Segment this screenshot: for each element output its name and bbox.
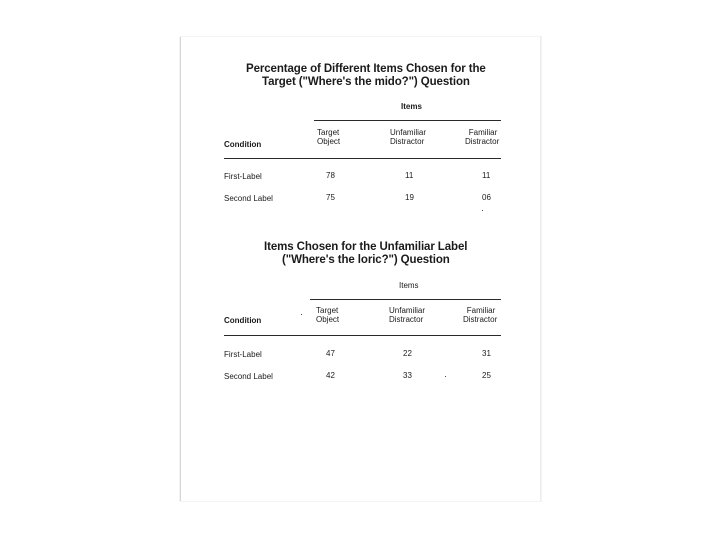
table1-cell: 78 [326,171,335,180]
table2-row-label: Second Label [224,372,273,381]
table2-cell: 33 [403,371,412,380]
table2-col-familiar-distractor: Familiar Distractor [463,306,498,324]
table2-row-label: First-Label [224,350,262,359]
table1-cell: 19 [405,193,414,202]
table2-items-rule [310,299,501,300]
table1-cell: 11 [405,171,414,180]
table1-col-familiar-distractor: Familiar Distractor [465,128,500,146]
table2-condition-header: Condition [224,316,262,325]
table1-title-line2: Target ("Where's the mido?") Question [262,76,470,88]
table1-col-unfamiliar-distractor: Unfamiliar Distractor [390,128,427,146]
table2-col-target-object: Target Object [316,306,340,324]
table2-cell: 42 [326,371,335,380]
table2-col-unfamiliar-distractor: Unfamiliar Distractor [389,306,426,324]
table1-title-line1: Percentage of Different Items Chosen for the [246,63,486,75]
table2-header-rule [224,335,501,336]
table1-cell: 11 [482,171,491,180]
table2-title-line1: Items Chosen for the Unfamiliar Label [264,241,468,253]
scan-speck [482,210,483,211]
table2-title-line2: ("Where's the loric?") Question [282,254,450,266]
table2-cell: 31 [482,349,491,358]
table1-header-rule [224,158,501,159]
table1-col-target-object: Target Object [317,128,341,146]
table2-cell: 22 [403,349,412,358]
table1-items-rule [314,120,501,121]
scanned-page [180,37,541,501]
table1-condition-header: Condition [224,140,262,149]
table1-row-label: Second Label [224,194,273,203]
table1-cell: 75 [326,193,335,202]
table1-cell: 06 [482,193,491,202]
scan-speck [301,314,302,315]
table2-cell: 25 [482,371,491,380]
table2-cell: 47 [326,349,335,358]
table1-row-label: First-Label [224,172,262,181]
table2-items-header: Items [399,281,419,290]
scan-speck [445,376,446,377]
table1-items-header: Items [401,102,422,111]
